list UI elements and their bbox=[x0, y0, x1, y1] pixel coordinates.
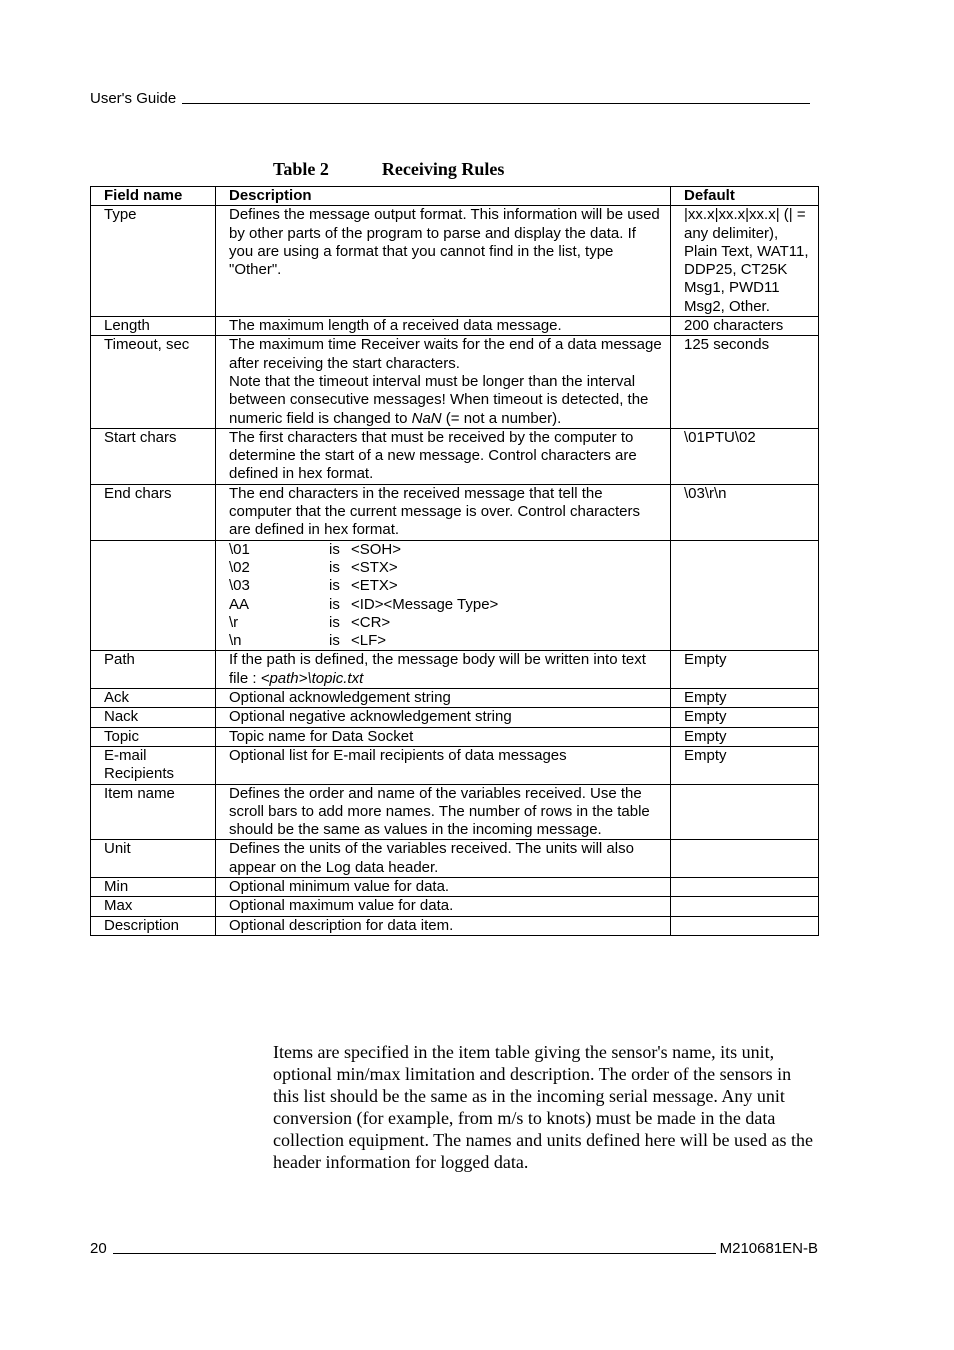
default-cell: Empty bbox=[671, 727, 819, 746]
description-cell: Defines the order and name of the variables received. Use the scroll bars to add more names. The number of rows in the table should be the same as values in the incoming message. bbox=[216, 784, 671, 840]
default-cell bbox=[671, 784, 819, 840]
table-row bbox=[91, 746, 819, 784]
field-name-cell: Length bbox=[91, 317, 216, 336]
description-cell: The maximum length of a received data message. bbox=[216, 317, 671, 336]
field-name-cell: Timeout, sec bbox=[91, 336, 216, 428]
table-row bbox=[91, 840, 819, 878]
control-char-line bbox=[229, 596, 664, 614]
description-cell: Optional negative acknowledgement string bbox=[216, 708, 671, 727]
table-row bbox=[91, 484, 819, 540]
page-header bbox=[90, 90, 814, 107]
page-number: 20 bbox=[90, 1240, 107, 1257]
default-cell bbox=[671, 897, 819, 916]
header-rule bbox=[182, 103, 810, 104]
table-row bbox=[91, 727, 819, 746]
description-cell: Optional list for E-mail recipients of data messages bbox=[216, 746, 671, 784]
default-cell bbox=[671, 540, 819, 651]
control-char-line bbox=[229, 632, 664, 650]
control-meaning: <SOH> bbox=[351, 540, 402, 558]
column-header-description: Description bbox=[216, 187, 671, 206]
description-cell: Optional maximum value for data. bbox=[216, 897, 671, 916]
description-cell: Defines the units of the variables received. The units will also appear on the Log data header. bbox=[216, 840, 671, 878]
control-code: \01 bbox=[229, 540, 250, 558]
description-cell: Topic name for Data Socket bbox=[216, 727, 671, 746]
default-cell: Empty bbox=[671, 651, 819, 689]
default-cell: Empty bbox=[671, 689, 819, 708]
table-row bbox=[91, 428, 819, 484]
description-cell: The end characters in the received message that tell the computer that the current message is over. Control characters are defined in hex format. bbox=[216, 484, 671, 540]
table-caption-number: Table 2 bbox=[273, 159, 329, 179]
description-cell: The first characters that must be received by the computer to determine the start of a new message. Control characters are defined in hex format. bbox=[216, 428, 671, 484]
description-cell: Defines the message output format. This information will be used by other parts of the program to parse and display the data. If you are using a format that you cannot find in the list, type "Other". bbox=[216, 206, 671, 317]
field-name-cell bbox=[91, 540, 216, 651]
field-name-cell: Item name bbox=[91, 784, 216, 840]
field-name-cell: Type bbox=[91, 206, 216, 317]
default-cell: \03\r\n bbox=[671, 484, 819, 540]
control-code: AA bbox=[229, 595, 250, 613]
default-cell: Empty bbox=[671, 708, 819, 727]
control-char-line bbox=[229, 559, 664, 577]
table-row bbox=[91, 206, 819, 317]
control-is: is bbox=[329, 558, 340, 576]
default-cell: \01PTU\02 bbox=[671, 428, 819, 484]
column-header-field-name: Field name bbox=[91, 187, 216, 206]
default-cell: |xx.x|xx.x|xx.x| (| = any delimiter), Plain Text, WAT11, DDP25, CT25K Msg1, PWD11 Msg2, Other. bbox=[671, 206, 819, 317]
default-cell: 200 characters bbox=[671, 317, 819, 336]
control-code: \02 bbox=[229, 558, 250, 576]
table-caption-title: Receiving Rules bbox=[381, 159, 505, 179]
table-row bbox=[91, 336, 819, 428]
table-row bbox=[91, 689, 819, 708]
field-name-cell: End chars bbox=[91, 484, 216, 540]
control-meaning: <ID><Message Type> bbox=[351, 595, 499, 613]
body-paragraph: Items are specified in the item table giving the sensor's name, its unit, optional min/max limitation and description. The order of the sensors in this list should be the same as in the incoming serial message. Any unit conversion (for example, from m/s to knots) must be made in the data collection equipment. The names and units defined here will be used as the header information for logged data. bbox=[273, 1042, 814, 1172]
control-code: \03 bbox=[229, 577, 250, 595]
table-row bbox=[91, 877, 819, 896]
description-cell: Optional minimum value for data. bbox=[216, 877, 671, 896]
field-name-cell: Nack bbox=[91, 708, 216, 727]
default-cell: 125 seconds bbox=[671, 336, 819, 428]
page-footer bbox=[90, 1240, 818, 1257]
table-row-control-characters bbox=[91, 540, 819, 651]
table-row bbox=[91, 317, 819, 336]
document-code: M210681EN-B bbox=[719, 1240, 818, 1257]
receiving-rules-table bbox=[90, 186, 819, 936]
field-name-cell: Topic bbox=[91, 727, 216, 746]
description-cell bbox=[216, 336, 671, 428]
nan-term: NaN bbox=[411, 409, 442, 427]
path-template: <path>\topic.txt bbox=[260, 669, 364, 687]
control-is: is bbox=[329, 613, 340, 631]
field-name-cell: Min bbox=[91, 877, 216, 896]
field-name-cell: Description bbox=[91, 916, 216, 935]
control-char-line bbox=[229, 577, 664, 595]
column-header-default: Default bbox=[671, 187, 819, 206]
note-text: Note that the timeout interval must be longer than the interval between consecutive messages! When timeout is detected, the numeric field is changed to bbox=[229, 372, 649, 427]
field-name-cell: Start chars bbox=[91, 428, 216, 484]
control-is: is bbox=[329, 577, 340, 595]
default-cell bbox=[671, 916, 819, 935]
description-cell: Optional description for data item. bbox=[216, 916, 671, 935]
control-characters-cell bbox=[216, 540, 671, 651]
default-cell: Empty bbox=[671, 746, 819, 784]
table-row bbox=[91, 708, 819, 727]
header-title: User's Guide bbox=[90, 90, 177, 107]
field-name-cell: Max bbox=[91, 897, 216, 916]
control-meaning: <CR> bbox=[351, 613, 391, 631]
control-is: is bbox=[329, 632, 340, 650]
default-cell bbox=[671, 877, 819, 896]
table-row bbox=[91, 916, 819, 935]
description-cell: Optional acknowledgement string bbox=[216, 689, 671, 708]
field-name-cell: Path bbox=[91, 651, 216, 689]
control-code: \n bbox=[229, 632, 242, 650]
table-header-row bbox=[91, 187, 819, 206]
description-cell bbox=[216, 651, 671, 689]
table-caption bbox=[273, 159, 504, 180]
field-name-cell: Ack bbox=[91, 689, 216, 708]
default-cell bbox=[671, 840, 819, 878]
table-row bbox=[91, 651, 819, 689]
control-is: is bbox=[329, 540, 340, 558]
control-code: \r bbox=[229, 613, 239, 631]
control-meaning: <STX> bbox=[351, 558, 398, 576]
table-row bbox=[91, 784, 819, 840]
note-text-end: (= not a number). bbox=[441, 409, 562, 427]
field-name-cell: Unit bbox=[91, 840, 216, 878]
table-row bbox=[91, 897, 819, 916]
control-char-line bbox=[229, 614, 664, 632]
description-line: The maximum time Receiver waits for the end of a data message after receiving the start characters. bbox=[229, 336, 662, 372]
path-description: If the path is defined, the message body will be written into text file : bbox=[229, 651, 646, 687]
field-name-cell: E-mail Recipients bbox=[91, 746, 216, 784]
control-char-line bbox=[229, 541, 664, 559]
footer-rule bbox=[113, 1253, 716, 1254]
control-meaning: <ETX> bbox=[351, 577, 398, 595]
control-is: is bbox=[329, 595, 340, 613]
description-note bbox=[229, 373, 664, 428]
control-meaning: <LF> bbox=[351, 632, 387, 650]
